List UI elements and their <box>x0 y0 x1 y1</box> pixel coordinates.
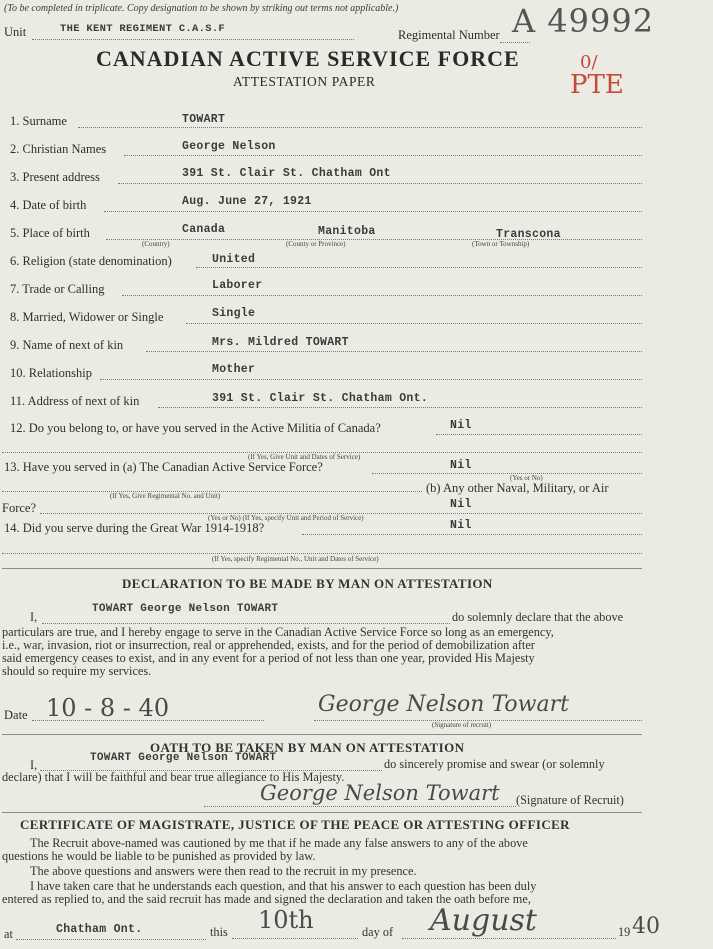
birth-town-value: Transcona <box>496 228 561 241</box>
declaration-signature: George Nelson Towart <box>318 692 569 717</box>
oath-signature: George Nelson Towart <box>260 781 500 805</box>
field-line <box>372 473 642 474</box>
field-line <box>146 351 642 352</box>
declaration-date: 10 - 8 - 40 <box>46 694 170 722</box>
province-caption: (County or Province) <box>286 240 346 248</box>
field-line <box>232 938 358 939</box>
declaration-heading: DECLARATION TO BE MADE BY MAN ON ATTESTATION <box>122 576 493 591</box>
christian-names-value: George Nelson <box>182 140 276 153</box>
field-line <box>2 553 642 554</box>
field-2-label: 2. Christian Names <box>10 142 107 156</box>
form-subtitle: ATTESTATION PAPER <box>233 74 376 89</box>
declaration-line5: should so require my services. <box>2 664 152 678</box>
next-of-kin-value: Mrs. Mildred TOWART <box>212 336 349 349</box>
q13-yes-caption: (Yes or No) <box>510 474 543 482</box>
field-line <box>402 938 616 939</box>
q12-value: Nil <box>450 419 472 432</box>
field-line <box>42 623 450 624</box>
oath-line2: declare) that I will be faithful and bear true allegiance to His Majesty. <box>2 770 345 784</box>
declaration-i: I, <box>30 610 38 624</box>
oath-line1: do sincerely promise and swear (or solemnly <box>384 757 605 771</box>
year-prefix: 19 <box>618 925 631 939</box>
question-13a: 13. Have you served in (a) The Canadian Active Service Force? <box>4 460 323 474</box>
oath-name: TOWART George Nelson TOWART <box>90 752 277 764</box>
rank-annotation: PTE <box>570 70 624 100</box>
rank-annotation-top: 0/ <box>580 52 598 73</box>
signature-caption: (Signature of recruit) <box>432 721 492 729</box>
triplicate-note: (To be completed in triplicate. Copy designation to be shown by striking out terms not applicable.) <box>4 3 399 14</box>
field-6-label: 6. Religion (state denomination) <box>10 254 172 268</box>
field-3-label: 3. Present address <box>10 170 100 184</box>
field-line <box>104 211 642 212</box>
section-divider <box>2 734 642 735</box>
q13a-value: Nil <box>450 459 472 472</box>
unit-line <box>32 39 354 40</box>
q14-value: Nil <box>450 519 472 532</box>
day-value: 10th <box>258 906 314 934</box>
field-4-label: 4. Date of birth <box>10 198 87 212</box>
declaration-line3: i.e., war, invasion, riot or insurrection, real or apprehended, exists, and for the period of demobilization after <box>2 638 535 652</box>
section-divider <box>2 812 642 813</box>
form-title: CANADIAN ACTIVE SERVICE FORCE <box>96 46 520 71</box>
unit-label: Unit <box>4 25 27 39</box>
certificate-p1a: The Recruit above-named was cautioned by me that if he made any false answers to any of the above <box>30 836 528 850</box>
question-12: 12. Do you belong to, or have you served in the Active Militia of Canada? <box>10 421 381 435</box>
field-line <box>106 239 642 240</box>
declaration-name: TOWART George Nelson TOWART <box>92 603 279 615</box>
trade-value: Laborer <box>212 279 263 292</box>
field-11-label: 11. Address of next of kin <box>10 394 140 408</box>
regimental-number-value: A 49992 <box>512 2 655 40</box>
day-of-label: day of <box>362 925 394 939</box>
surname-value: TOWART <box>182 113 226 126</box>
field-line <box>16 939 206 940</box>
birth-province-value: Manitoba <box>318 225 376 238</box>
field-7-label: 7. Trade or Calling <box>10 282 105 296</box>
marital-status-value: Single <box>212 307 256 320</box>
religion-value: United <box>212 253 256 266</box>
certificate-p3a: I have taken care that he understands each question, and that his answer to each question has been duly <box>30 879 537 893</box>
certificate-p1b: questions he would be liable to be punished as provided by law. <box>2 849 316 863</box>
oath-heading: OATH TO BE TAKEN BY MAN ON ATTESTATION <box>150 740 465 755</box>
declaration-line2: particulars are true, and I hereby engage to serve in the Canadian Active Service Force so long as an emergency, <box>2 625 554 639</box>
certificate-heading: CERTIFICATE OF MAGISTRATE, JUSTICE OF THE PEACE OR ATTESTING OFFICER <box>20 817 570 832</box>
field-5-label: 5. Place of birth <box>10 226 90 240</box>
month-value: August <box>430 903 537 938</box>
year-value: 40 <box>632 914 660 939</box>
q14-caption: (If Yes, specify Regimental No., Unit and Dates of Service) <box>212 555 379 563</box>
country-caption: (Country) <box>142 240 170 248</box>
date-label: Date <box>4 708 28 722</box>
date-of-birth-value: Aug. June 27, 1921 <box>182 195 312 208</box>
field-line <box>78 127 642 128</box>
at-label: at <box>4 927 13 941</box>
question-14: 14. Did you serve during the Great War 1914-1918? <box>4 521 265 535</box>
field-1-label: 1. Surname <box>10 114 67 128</box>
q12-caption: (If Yes, Give Unit and Dates of Service) <box>248 453 361 461</box>
question-13b: (b) Any other Naval, Military, or Air <box>426 481 609 495</box>
relationship-value: Mother <box>212 363 256 376</box>
town-caption: (Town or Township) <box>472 240 530 248</box>
next-of-kin-address-value: 391 St. Clair St. Chatham Ont. <box>212 392 429 405</box>
at-value: Chatham Ont. <box>56 923 143 936</box>
field-line <box>124 155 642 156</box>
certificate-p2: The above questions and answers were then read to the recruit in my presence. <box>30 864 417 878</box>
q13b-caption: (Yes or No) (If Yes, specify Unit and Period of Service) <box>208 514 364 522</box>
field-9-label: 9. Name of next of kin <box>10 338 124 352</box>
present-address-value: 391 St. Clair St. Chatham Ont <box>182 167 391 180</box>
question-13b-cont: Force? <box>2 501 37 515</box>
field-line <box>122 295 642 296</box>
regimental-number-label: Regimental Number <box>398 28 500 42</box>
oath-signature-caption: (Signature of Recruit) <box>516 793 624 807</box>
field-line <box>196 267 642 268</box>
declaration-line4: said emergency ceases to exist, and in any event for a period of not less than one year, provided His Majesty <box>2 651 535 665</box>
field-line <box>302 534 642 535</box>
field-line <box>118 183 642 184</box>
field-line <box>186 323 642 324</box>
birth-country-value: Canada <box>182 223 226 236</box>
field-line <box>436 434 642 435</box>
q13-reg-caption: (If Yes, Give Regimental No. and Unit) <box>110 492 221 500</box>
q13b-value: Nil <box>450 498 472 511</box>
unit-value: THE KENT REGIMENT C.A.S.F <box>60 23 226 35</box>
field-line <box>204 806 516 807</box>
field-8-label: 8. Married, Widower or Single <box>10 310 164 324</box>
field-10-label: 10. Relationship <box>10 366 92 380</box>
certificate-p3b: entered as replied to, and the said recruit has made and signed the declaration and taken the oath before me, <box>2 892 531 906</box>
declaration-line1: do solemnly declare that the above <box>452 610 624 624</box>
field-line <box>158 407 642 408</box>
regimental-number-line <box>500 42 530 43</box>
field-line <box>100 379 642 380</box>
oath-i: I, <box>30 758 38 772</box>
this-label: this <box>210 925 228 939</box>
section-divider <box>2 568 642 569</box>
